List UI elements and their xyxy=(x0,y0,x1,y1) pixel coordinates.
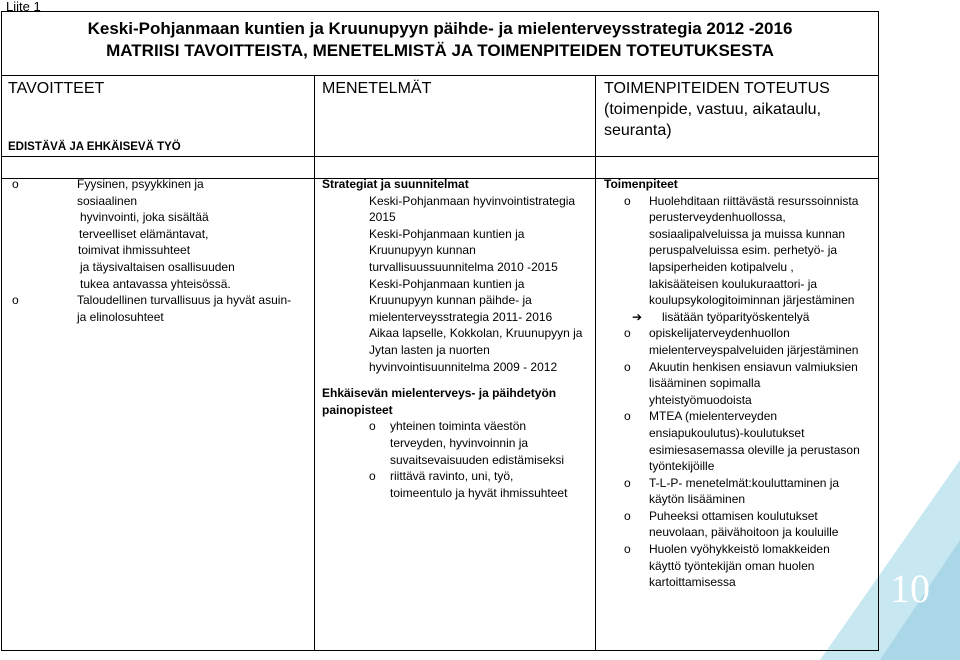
goal-line: tukea antavassa yhteisössä. xyxy=(80,276,231,291)
header-tavoitteet: TAVOITTEET xyxy=(8,80,105,97)
goals-cell xyxy=(12,176,308,325)
document-subtitle: MATRIISI TAVOITTEISTA, MENETELMISTÄ JA TOIMENPITEIDEN TOTEUTUKSESTA xyxy=(106,41,774,60)
action-line: Puheeksi ottamisen koulutukset xyxy=(649,508,818,523)
bullet-o-icon: o xyxy=(624,475,631,490)
goal-line: ja elinolosuhteet xyxy=(77,309,164,324)
strategies-list xyxy=(322,193,592,376)
row-divider xyxy=(2,75,878,76)
action-line: käyttö työntekijän oman huolen xyxy=(649,558,815,573)
row-divider xyxy=(2,156,878,157)
goal-line: ja täysivaltaisen osallisuuden xyxy=(80,259,235,274)
action-item-7 xyxy=(604,541,876,591)
document-title: Keski-Pohjanmaan kuntien ja Kruunupyyn päihde- ja mielenterveysstrategia 2012 -2016 xyxy=(87,19,793,38)
goal-line: Fyysinen, psyykkinen ja xyxy=(77,177,204,191)
bullet-o-icon: o xyxy=(12,293,19,308)
section-subheader: EDISTÄVÄ JA EHKÄISEVÄ TYÖ xyxy=(8,141,181,153)
action-line: Huolehditaan riittävästä resurssoinnista xyxy=(649,193,859,208)
strategy-line: hyvinvointisuunnitelma 2009 - 2012 xyxy=(369,359,558,374)
action-line: perusterveydenhuollossa, xyxy=(649,210,786,225)
goal-line: toimivat ihmissuhteet xyxy=(78,243,191,258)
arrow-right-icon: ➔ xyxy=(632,309,643,324)
priority-line: riittävä ravinto, uni, työ, xyxy=(390,469,514,484)
strategy-line: 2015 xyxy=(369,210,396,225)
matrix-table xyxy=(1,11,879,651)
action-line: ensiapukoulutus)-koulutukset xyxy=(649,425,805,440)
strategy-line: turvallisuussuunnitelma 2010 -2015 xyxy=(369,259,558,274)
strategy-line: Aikaa lapselle, Kokkolan, Kruunupyyn ja xyxy=(369,326,583,341)
bullet-o-icon: o xyxy=(624,359,631,374)
bullet-o-icon: o xyxy=(369,469,376,484)
action-line: sosiaalipalveluissa ja muissa kunnan xyxy=(649,226,846,241)
action-line: lakisääteisen koulukuraattori- ja xyxy=(649,276,818,291)
action-line: MTEA (mielenterveyden xyxy=(649,409,778,424)
action-line: yhteistyömuodoista xyxy=(649,392,752,407)
action-line: koulupsykologitoiminnan järjestäminen xyxy=(649,293,855,308)
action-line: kartoittamisessa xyxy=(649,575,736,590)
action-item-3 xyxy=(604,359,876,409)
action-line: opiskelijaterveydenhuollon xyxy=(649,326,790,341)
action-line: mielenterveyspalveluiden järjestäminen xyxy=(649,342,859,357)
bullet-o-icon: o xyxy=(369,419,376,434)
strategy-line: Jytan lasten ja nuorten xyxy=(369,342,490,357)
goal-item-2 xyxy=(12,292,308,325)
bullet-o-icon: o xyxy=(624,409,631,424)
header-toteutus xyxy=(604,78,830,141)
methods-heading-priorities-2: painopisteet xyxy=(322,402,393,417)
action-line: käytön lisääminen xyxy=(649,492,746,507)
priority-line: toimeentulo ja hyvät ihmissuhteet xyxy=(390,485,568,500)
priority-line: suvaitsevaisuuden edistämiseksi xyxy=(390,452,565,467)
action-line: T-L-P- menetelmät:kouluttaminen ja xyxy=(649,475,840,490)
priority-item-1 xyxy=(322,418,592,468)
action-line: lisääminen sopimalla xyxy=(649,376,761,391)
strategy-line: Keski-Pohjanmaan hyvinvointistrategia xyxy=(369,193,576,208)
strategy-line: mielenterveysstrategia 2011- 2016 xyxy=(369,309,553,324)
bullet-o-icon: o xyxy=(12,177,19,191)
action-line: Huolen vyöhykkeistö lomakkeiden xyxy=(649,542,830,557)
methods-cell xyxy=(322,176,592,501)
goal-line: sosiaalinen xyxy=(77,193,138,208)
bullet-o-icon: o xyxy=(624,542,631,557)
strategy-line: Keski-Pohjanmaan kuntien ja xyxy=(369,276,525,291)
strategy-line: Kruunupyyn kunnan xyxy=(369,243,476,258)
action-line: neuvolaan, päivähoitoon ja kouluille xyxy=(649,525,839,540)
priority-line: yhteinen toiminta väestön xyxy=(390,419,527,434)
action-line: lapsiperheiden kotipalvelu , xyxy=(649,259,794,274)
goal-item-1 xyxy=(12,176,308,292)
action-line: työntekijöille xyxy=(649,459,715,474)
header-toteutus-line3: seuranta) xyxy=(604,122,672,139)
action-line: lisätään työparityöskentelyä xyxy=(662,309,810,324)
header-toteutus-line1: TOIMENPITEIDEN TOTEUTUS xyxy=(604,80,830,97)
strategy-line: Kruunupyyn kunnan päihde- ja xyxy=(369,293,532,308)
action-line: esimiesasemassa oleville ja perustason xyxy=(649,442,860,457)
actions-cell xyxy=(604,176,876,591)
header-menetelmat: MENETELMÄT xyxy=(322,80,432,97)
action-item-6 xyxy=(604,508,876,541)
strategy-line: Keski-Pohjanmaan kuntien ja xyxy=(369,226,525,241)
methods-heading-priorities: Ehkäisevän mielenterveys- ja päihdetyön xyxy=(322,386,557,401)
action-item-2 xyxy=(604,325,876,358)
bullet-o-icon: o xyxy=(624,326,631,341)
goal-line: terveelliset elämäntavat, xyxy=(79,226,209,241)
action-line: peruspalveluissa esim. perhetyö- ja xyxy=(649,243,838,258)
bullet-o-icon: o xyxy=(624,508,631,523)
action-item-5 xyxy=(604,475,876,508)
bullet-o-icon: o xyxy=(624,193,631,208)
priority-item-2 xyxy=(322,468,592,501)
methods-heading-strategies: Strategiat ja suunnitelmat xyxy=(322,177,469,191)
header-toteutus-line2: (toimenpide, vastuu, aikataulu, xyxy=(604,101,822,118)
goal-line: hyvinvointi, joka sisältää xyxy=(80,210,209,225)
page-number: 10 xyxy=(890,566,930,611)
actions-heading: Toimenpiteet xyxy=(604,177,678,191)
goal-line: Taloudellinen turvallisuus ja hyvät asuin- xyxy=(77,293,292,308)
priority-line: terveyden, hyvinvoinnin ja xyxy=(390,435,529,450)
column-divider xyxy=(595,75,596,650)
action-item-1 xyxy=(604,193,876,309)
column-divider xyxy=(314,75,315,650)
action-line: Akuutin henkisen ensiavun valmiuksien xyxy=(649,359,858,374)
action-subitem-arrow xyxy=(604,309,876,326)
appendix-label: Liite 1 xyxy=(6,0,41,14)
action-item-4 xyxy=(604,408,876,474)
